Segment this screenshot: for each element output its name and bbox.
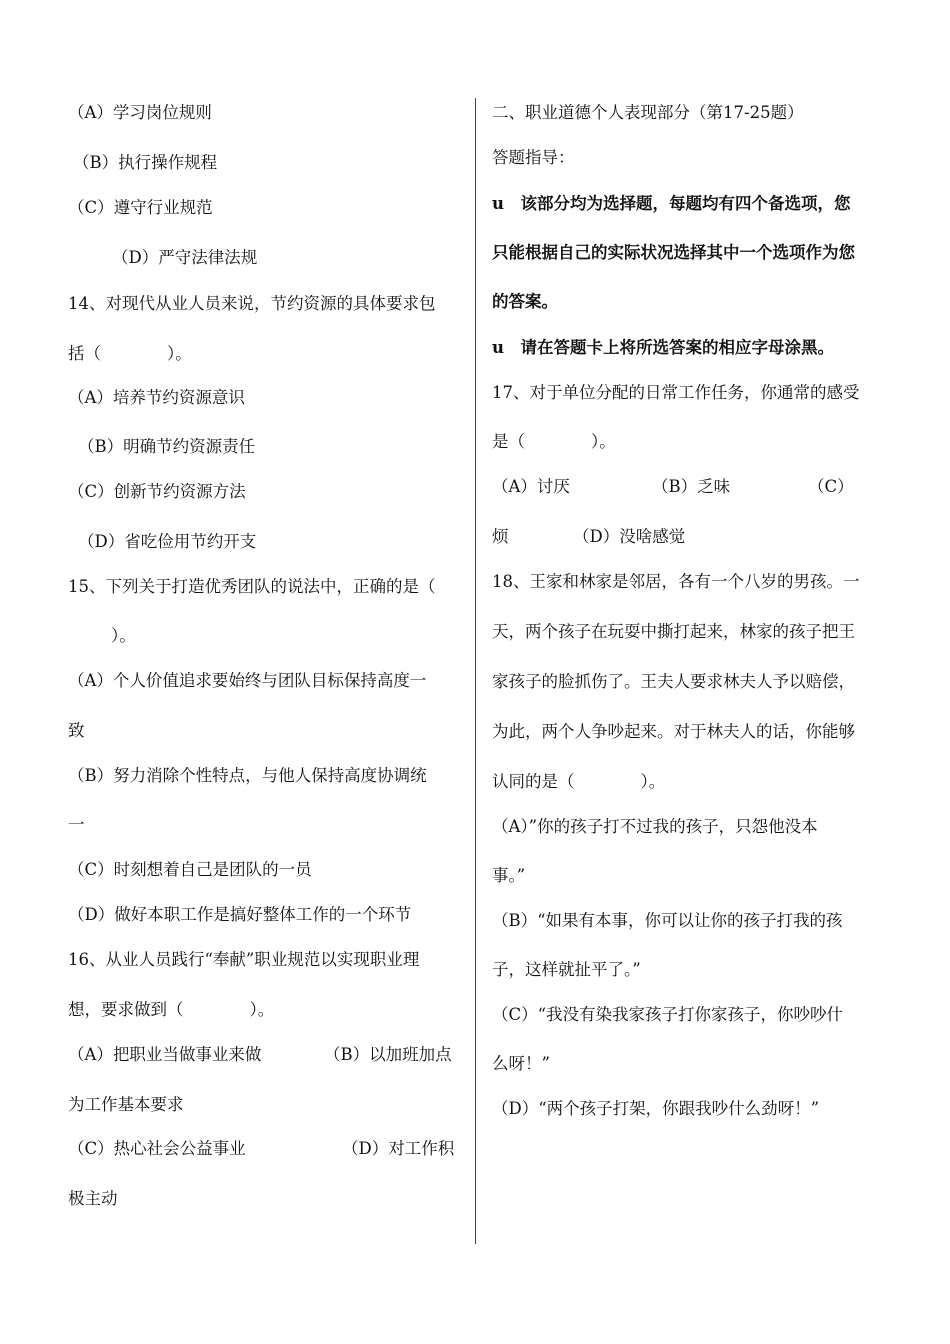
q13-option-d: （D）严守法律法规 xyxy=(112,248,258,267)
q16-stem-line1: 16、从业人员践行“奉献”职业规范以实现职业理 xyxy=(68,950,420,969)
instruction-1-line3: 的答案。 xyxy=(492,292,558,311)
q15-option-d: （D）做好本职工作是搞好整体工作的一个环节 xyxy=(68,905,412,924)
column-divider xyxy=(475,98,476,1244)
q14-option-b: （B）明确节约资源责任 xyxy=(78,437,256,456)
q13-option-c: （C）遵守行业规范 xyxy=(68,198,213,217)
q18-option-b-line2: 子，这样就扯平了。” xyxy=(492,960,641,979)
q15-option-b-line2: 一 xyxy=(68,815,85,834)
q17-option-a: （A）讨厌 xyxy=(492,477,570,496)
instruction-1-line1: u 该部分均为选择题，每题均有四个备选项，您 xyxy=(492,194,851,213)
q13-option-a: （A）学习岗位规则 xyxy=(68,103,212,122)
q17-option-d: （D）没啥感觉 xyxy=(573,527,686,546)
q16-option-d-line1: （D）对工作积 xyxy=(342,1139,455,1158)
q16-option-b-line2: 为工作基本要求 xyxy=(68,1095,184,1114)
q16-stem-line2: 想，要求做到（ ）。 xyxy=(68,1000,275,1019)
q18-stem-line3: 家孩子的脸抓伤了。王夫人要求林夫人予以赔偿， xyxy=(492,672,855,691)
q15-option-a-line2: 致 xyxy=(68,721,85,740)
instruction-1-line2: 只能根据自己的实际状况选择其中一个选项作为您 xyxy=(492,243,855,262)
q13-option-b: （B）执行操作规程 xyxy=(73,153,218,172)
q18-option-a-line2: 事。” xyxy=(492,866,526,885)
q14-stem-line2: 括（ ）。 xyxy=(68,344,192,363)
q18-option-d: （D）“两个孩子打架，你跟我吵什么劲呀！” xyxy=(492,1099,820,1118)
q15-option-c: （C）时刻想着自己是团队的一员 xyxy=(68,860,312,879)
q16-option-b-line1: （B）以加班加点 xyxy=(324,1045,452,1064)
q15-stem-line1: 15、下列关于打造优秀团队的说法中，正确的是（ xyxy=(68,577,436,596)
q18-stem-line1: 18、王家和林家是邻居，各有一个八岁的男孩。一 xyxy=(492,572,860,591)
q17-stem-line1: 17、对于单位分配的日常工作任务，你通常的感受 xyxy=(492,383,860,402)
q18-stem-line5: 认同的是（ ）。 xyxy=(492,772,666,791)
instructions-label: 答题指导： xyxy=(492,148,575,167)
q14-stem-line1: 14、对现代从业人员来说，节约资源的具体要求包 xyxy=(68,294,436,313)
q14-option-c: （C）创新节约资源方法 xyxy=(68,482,246,501)
q15-stem-line2: ）。 xyxy=(111,626,136,645)
q18-stem-line4: 为此，两个人争吵起来。对于林夫人的话，你能够 xyxy=(492,722,855,741)
q15-option-b-line1: （B）努力消除个性特点，与他人保持高度协调统 xyxy=(68,766,427,785)
q15-option-a-line1: （A）个人价值追求要始终与团队目标保持高度一 xyxy=(68,671,427,690)
q17-stem-line2: 是（ ）。 xyxy=(492,432,616,451)
q18-option-a-line1: （A）”你的孩子打不过我的孩子，只怨他没本 xyxy=(492,817,818,836)
instruction-2: u 请在答题卡上将所选答案的相应字母涂黑。 xyxy=(492,338,834,357)
q17-option-c-line2: 烦 xyxy=(492,527,509,546)
q14-option-d: （D）省吃俭用节约开支 xyxy=(78,532,257,551)
q18-option-b-line1: （B）“如果有本事，你可以让你的孩子打我的孩 xyxy=(492,911,843,930)
q17-option-c-line1: （C） xyxy=(808,477,854,496)
q16-option-c: （C）热心社会公益事业 xyxy=(68,1139,246,1158)
section-heading: 二、职业道德个人表现部分（第17-25题） xyxy=(492,103,804,122)
q18-stem-line2: 天，两个孩子在玩耍中撕打起来，林家的孩子把王 xyxy=(492,622,855,641)
q16-option-a: （A）把职业当做事业来做 xyxy=(68,1045,262,1064)
q18-option-c-line2: 么呀！” xyxy=(492,1054,550,1073)
q16-option-d-line2: 极主动 xyxy=(68,1189,118,1208)
q18-option-c-line1: （C）“我没有染我家孩子打你家孩子，你吵吵什 xyxy=(492,1005,844,1024)
q17-option-b: （B）乏味 xyxy=(652,477,731,496)
q14-option-a: （A）培养节约资源意识 xyxy=(68,388,245,407)
